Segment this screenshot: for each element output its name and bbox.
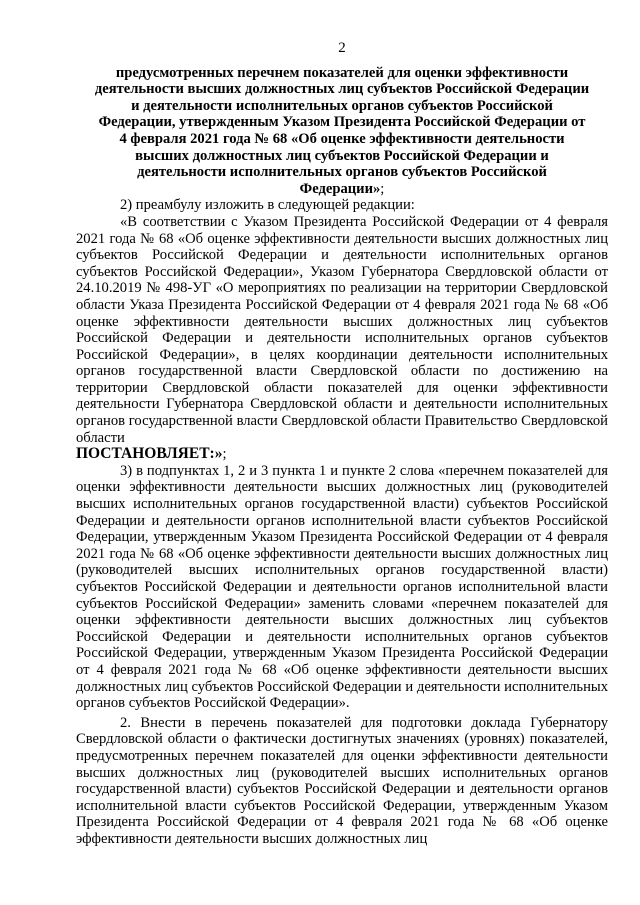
point-2-paragraph: 2. Внести в перечень показателей для подготовки доклада Губернатору Свердловской области о фактически достигнутых значениях (уровнях) показателей, предусмотренных перечнем показателей для оценки эффективности деятельности высших должностных лиц (руководителей высших исполнительных органов государственной власти) субъектов Российской Федерации и деятельности органов исполнительной власти субъектов Российской Федерации, утвержденным Указом Президента Российской Федерации от 4 февраля 2021 года № 68 «Об оценке эффективности деятельности высших должностных лиц [76, 714, 608, 847]
item-3-paragraph: 3) в подпунктах 1, 2 и 3 пункта 1 и пункте 2 слова «перечнем показателей для оценки эффективности деятельности высших должностных лиц (руководителей высших исполнительных органов государственной власти) субъектов Российской Федерации и деятельности органов исполнительной власти субъектов Российской Федерации, утвержденным Указом Президента Российской Федерации от 4 февраля 2021 года № 68 «Об оценке эффективности деятельности высших должностных лиц (руководителей высших исполнительных органов государственной власти) субъектов Российской Федерации и деятельности органов исполнительной власти субъектов Российской Федерации» заменить словами «перечнем показателей для оценки эффективности деятельности высших должностных лиц субъектов Российской Федерации и деятельности исполнительных органов субъектов Российской Федерации, утвержденным Указом Президента Российской Федерации от 4 февраля 2021 года № 68 «Об оценке эффективности деятельности высших должностных лиц субъектов Российской Федерации и деятельности исполнительных органов субъектов Российской Федерации». [76, 462, 608, 712]
resolve-tail: ; [222, 446, 227, 463]
heading-continuation [76, 65, 608, 198]
resolve-line [76, 446, 608, 463]
item-2-intro: 2) преамбулу изложить в следующей редакции: [120, 197, 415, 214]
resolve-word: ПОСТАНОВЛЯЕТ:» [76, 445, 223, 463]
heading-tail: ; [380, 180, 385, 197]
heading-bold-text: предусмотренных перечнем показателей для оценки эффективности деятельности высших должностных лиц субъектов Российской Федерации и деятельности исполнительных органов субъектов Российской Федерации, утвержденным Указом Президента Российской Федерации от 4 февраля 2021 года № 68 «Об оценке эффективности деятельности высших должностных лиц субъектов Российской Федерации и деятельности исполнительных органов субъектов Российской Федерации» [94, 64, 590, 197]
page-number: 2 [338, 40, 346, 56]
preamble-paragraph: «В соответствии с Указом Президента Российской Федерации от 4 февраля 2021 года № 68 «Об оценке эффективности деятельности высших должностных лиц субъектов Российской Федерации и деятельности исполнительных органов субъектов Российской Федерации», Указом Губернатора Свердловской области от 24.10.2019 № 498-УГ «О мероприятиях по реализации на территории Свердловской области Указа Президента Российской Федерации от 4 февраля 2021 года № 68 «Об оценке эффективности деятельности высших должностных лиц субъектов Российской Федерации и деятельности исполнительных органов субъектов Российской Федерации», в целях координации деятельности исполнительных органов государственной власти Свердловской области по достижению на территории Свердловской области показателей для оценки эффективности деятельности Губернатора Свердловской области и деятельности исполнительных органов государственной власти Свердловской области Правительство Свердловской области [76, 213, 608, 446]
document-page [76, 40, 608, 848]
